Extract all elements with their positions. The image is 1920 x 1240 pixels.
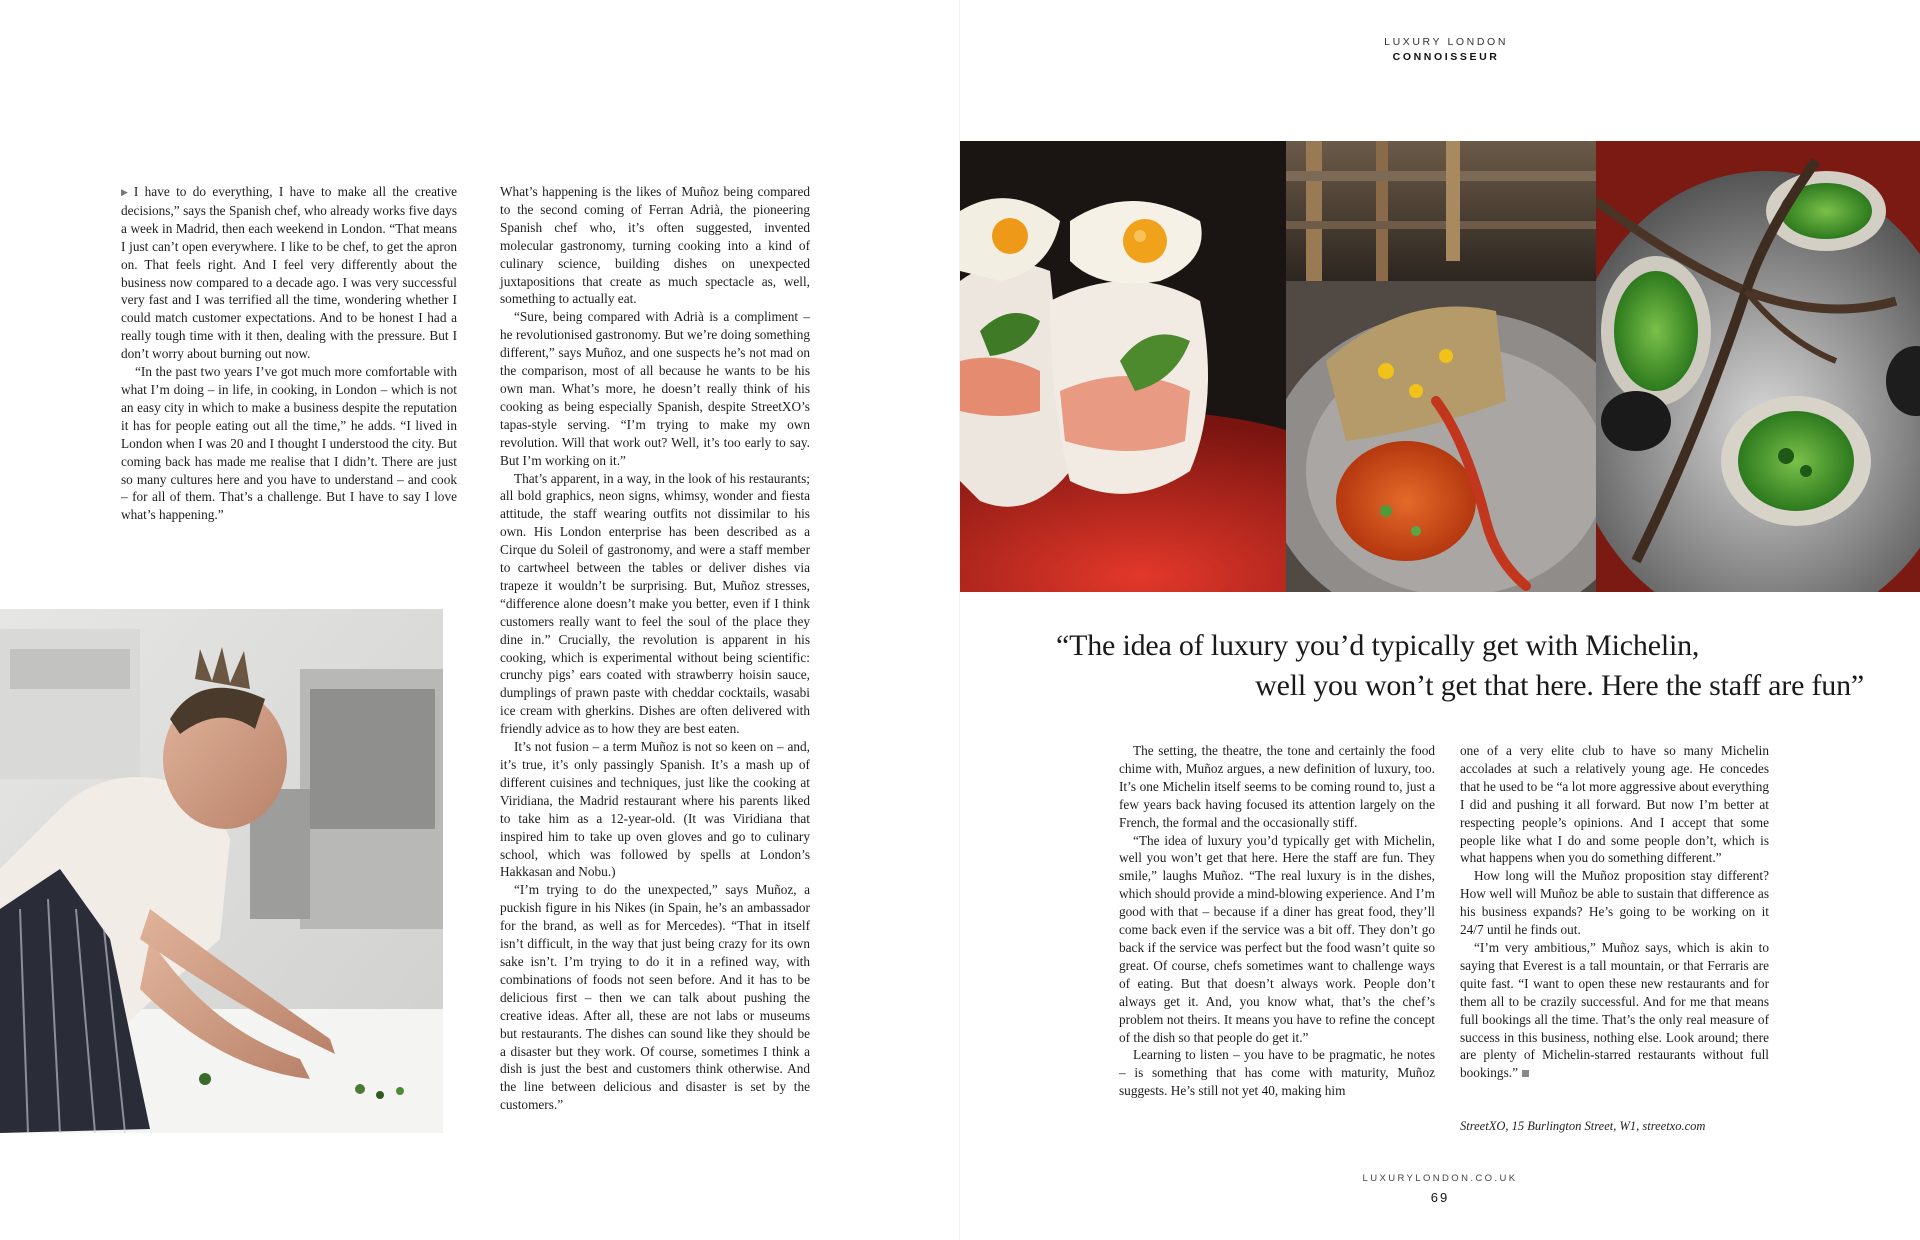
article-column-2 (500, 183, 810, 1114)
continued-arrow-icon: ▶ (121, 187, 128, 197)
paragraph (1460, 939, 1769, 1082)
article-column-3 (1119, 742, 1435, 1100)
masthead-section: CONNOISSEUR (1392, 51, 1500, 63)
article-column-1 (121, 183, 457, 524)
paragraph: It’s not fusion – a term Muñoz is not so keen on – and, it’s true, it’s only passingly Spanish. It’s a mash up of different cuisines and techniques, just like the cooking at Viridiana, the Madrid restaurant where his parents liked to take him as a 12-year-old. (It was Viridiana that inspired him to take up oven gloves and go to culinary school, which was followed by spells at London’s Hakkasan and Nobu.) (500, 739, 810, 880)
chef-photo (0, 609, 443, 1133)
paragraph: “Sure, being compared with Adrià is a compliment – he revolutionised gastronomy. But we’re doing something different,” says Muñoz, and one suspects he’s not mad on the comparison, most of all because he wants to be his own man. What’s more, he doesn’t really think of his cooking as being especially Spanish, despite StreetXO’s tapas-style serving. “I’m trying to make my own revolution. Will that work out? Well, it’s too early to say. But I’m working on it.” (500, 309, 810, 468)
masthead-title: LUXURY LONDON (1384, 36, 1508, 48)
pull-quote (1000, 626, 1864, 706)
paragraph: Learning to listen – you have to be pragmatic, he notes – is something that has come with maturity, Muñoz suggests. He’s still not yet 40, making him (1119, 1047, 1435, 1099)
page-number: 69 (1430, 1190, 1450, 1205)
egg-dish-photo (960, 141, 1286, 592)
pull-quote-line-1: “The idea of luxury you’d typically get with Michelin, (1056, 629, 1700, 662)
page-footer (1320, 1173, 1560, 1205)
egg-dish-illustration (960, 141, 1286, 592)
paragraph: “In the past two years I’ve got much more comfortable with what I’m doing – in life, in cooking, in London – which is not an easy city in which to make a business despite the reputation it has for people eating out all the time,” he adds. “I lived in London when I was 20 and I thought I understood the city. But coming back has made me realise that I didn’t. There are just so many cultures here and you have to understand – and cook – for all of them. That’s a challenge. But I have to say I love what’s happening.” (121, 364, 457, 523)
oyster-dish-photo (1596, 141, 1920, 592)
footer-url: LUXURYLONDON.CO.UK (1362, 1173, 1518, 1184)
venue-caption: StreetXO, 15 Burlington Street, W1, streetxo.com (1460, 1119, 1706, 1133)
chef-illustration (0, 609, 443, 1133)
paragraph (121, 183, 457, 363)
paragraph-text: “I’m very ambitious,” Muñoz says, which is akin to saying that Everest is a tall mountain, or that Ferraris are quite fast. “I want to open these new restaurants and for them all to be crazily successful. And for me that means full bookings all the time. That’s the only real measure of success in this business, nothing else. Look around; there are plenty of Michelin-starred restaurants without full bookings.” (1460, 939, 1769, 1081)
paragraph-text: I have to do everything, I have to make all the creative decisions,” says the Spanish chef, who already works five days a week in Madrid, then each weekend in London. “That means I just can’t open everywhere. I like to be chef, to get the apron on. That feels right. And I feel very differently about the business now compared to a decade ago. I was very successful very fast and I was terrified all the time, wondering whether I could match customer expectations. And to be honest I had a really tough time with it then, dealing with the pressure. But I don’t worry about burning out now. (121, 184, 457, 362)
paragraph: “The idea of luxury you’d typically get with Michelin, well you won’t get that here. Here the staff are fun. They smile,” laughs Muñoz. “The real luxury is in the dishes, which should provide a mind-blowing experience. And I’m good with that – because if a diner has great food, they’ll come back even if the service was a bit off. They don’t go back if the service was perfect but the food wasn’t quite so great. Of course, chefs sometimes want to challenge ways of eating. But that doesn’t always work. People don’t always get it. And, you know what, that’s the chef’s problem not theirs. It means you have to refine the concept of the dish so that people do get it.” (1119, 832, 1435, 1045)
end-of-article-icon (1522, 1070, 1529, 1077)
soup-dish-illustration (1286, 141, 1596, 592)
oyster-dish-illustration (1596, 141, 1920, 592)
paragraph: That’s apparent, in a way, in the look of his restaurants; all bold graphics, neon signs, whimsy, wonder and fiesta attitude, the staff wearing outfits not dissimilar to his own. His London enterprise has been described as a Cirque du Soleil of gastronomy, and were a staff member to cartwheel between the tables or deliver dishes via trapeze it wouldn’t be surprising. But, Muñoz stresses, “difference alone doesn’t make you better, even if I think customers really want to feel the soul of the place they dine in.” Crucially, the revolution is apparent in his cooking, which is experimental without being scientific: crunchy pigs’ ears coated with strawberry hoisin sauce, dumplings of prawn paste with cheddar cocktails, wasabi ice cream with gherkins. Dishes are often delivered with friendly advice as to how they are best eaten. (500, 470, 810, 737)
masthead (1384, 36, 1508, 63)
paragraph: The setting, the theatre, the tone and certainly the food chime with, Muñoz argues, a new definition of luxury, too. It’s one Michelin itself seems to be coming round to, just a few years back having focused its attention largely on the French, the formal and the occasionally stiff. (1119, 743, 1435, 830)
paragraph: How long will the Muñoz proposition stay different? How well will Muñoz be able to sustain that difference as his business expands? He’s going to be working on it 24/7 until he finds out. (1460, 868, 1769, 938)
paragraph: “I’m trying to do the unexpected,” says Muñoz, a puckish figure in his Nikes (in Spain, he’s an ambassador for the brand, as well as for Mercedes). “That in itself isn’t difficult, in the way that just being crazy for its own sake isn’t. I’m trying to do it in a refined way, with combinations of foods not seen before. And it has to be delicious first – then we can talk about pushing the creative ideas. After all, these are not labs or museums but restaurants. The dishes can sound like they should be a disaster but they work. Of course, sometimes I think a dish is just the best and customers think otherwise. And the line between delicious and disaster is set by the customers.” (500, 882, 810, 1113)
article-column-4 (1460, 742, 1769, 1082)
paragraph: one of a very elite club to have so many Michelin accolades at such a relatively young age. He concedes that he used to be “a lot more aggressive about everything I did and pushing it all forward. But now I’m better at respecting people’s opinions. And I accept that some people like what I do and some people don’t, which is what happens when you do something different.” (1460, 743, 1769, 866)
pull-quote-line-2: well you won’t get that here. Here the staff are fun” (1255, 669, 1864, 702)
soup-dish-photo (1286, 141, 1596, 592)
paragraph: What’s happening is the likes of Muñoz being compared to the second coming of Ferran Adrià, the pioneering Spanish chef who, it’s often suggested, invented molecular gastronomy, turning cooking into a kind of culinary science, building dishes on unexpected juxtapositions that create as much spectacle as, well, something to actually eat. (500, 184, 810, 307)
